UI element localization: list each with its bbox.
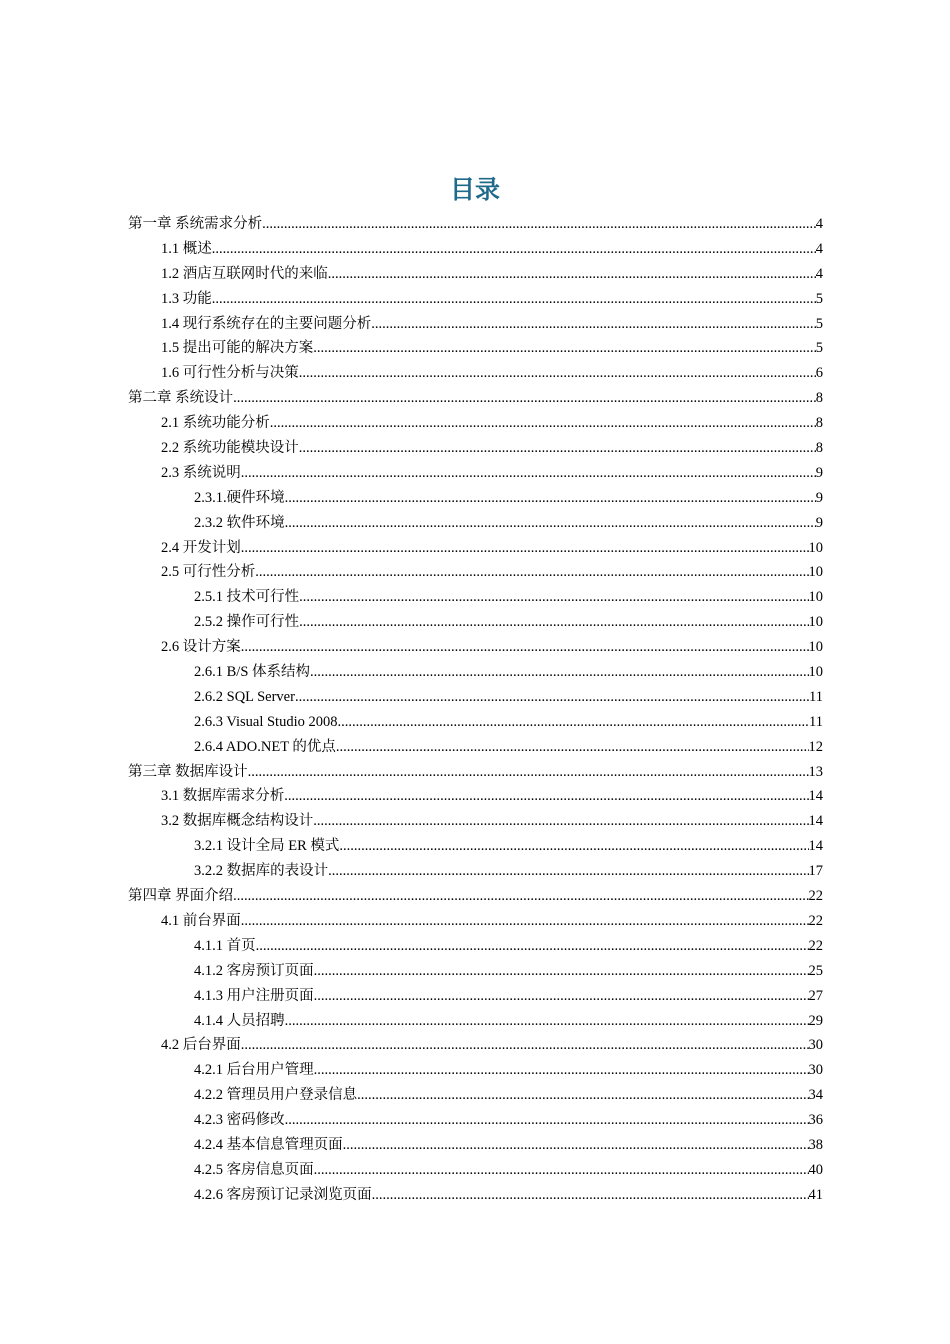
- toc-entry-19[interactable]: [128, 660, 823, 685]
- toc-title: 目录: [449, 175, 500, 204]
- toc-page-number: 40: [808, 1161, 823, 1178]
- toc-dot-leader: [285, 1108, 809, 1133]
- toc-entry-2[interactable]: [128, 237, 823, 262]
- toc-entry-18[interactable]: [128, 635, 823, 660]
- toc-dot-leader: [328, 262, 816, 287]
- toc-dot-leader: [328, 859, 808, 884]
- toc-entry-label: 4.2.3 密码修改: [194, 1112, 285, 1129]
- toc-entry-label: 4.1.4 人员招聘: [194, 1012, 285, 1029]
- toc-entry-21[interactable]: [128, 710, 823, 735]
- toc-entry-28[interactable]: [128, 884, 823, 909]
- table-of-contents: [128, 212, 823, 1208]
- toc-entry-label: 1.2 酒店互联网时代的来临: [161, 265, 328, 282]
- toc-entry-label: 4.2.1 后台用户管理: [194, 1062, 314, 1079]
- toc-page-number: 12: [808, 738, 823, 755]
- toc-entry-label: 2.5 可行性分析: [161, 564, 256, 581]
- toc-entry-label: 4.1.3 用户注册页面: [194, 987, 314, 1004]
- toc-page-number: 4: [815, 240, 823, 257]
- toc-entry-label: 2.5.1 技术可行性: [194, 589, 300, 606]
- toc-dot-leader: [284, 784, 808, 809]
- toc-entry-14[interactable]: [128, 536, 823, 561]
- toc-entry-label: 2.3.2 软件环境: [194, 514, 285, 531]
- toc-page-number: 9: [815, 514, 823, 531]
- toc-dot-leader: [212, 287, 816, 312]
- toc-entry-6[interactable]: [128, 336, 823, 361]
- toc-page-number: 25: [808, 962, 823, 979]
- toc-dot-leader: [241, 536, 809, 561]
- toc-dot-leader: [255, 560, 808, 585]
- toc-entry-label: 1.5 提出可能的解决方案: [161, 340, 314, 357]
- toc-dot-leader: [233, 884, 808, 909]
- toc-entry-label: 2.6.4 ADO.NET 的优点: [194, 738, 336, 755]
- toc-dot-leader: [285, 486, 816, 511]
- toc-entry-label: 4.2.2 管理员用户登录信息: [194, 1087, 358, 1104]
- toc-page-number: 27: [808, 987, 823, 1004]
- toc-dot-leader: [343, 1133, 809, 1158]
- toc-entry-label: 4.2 后台界面: [161, 1037, 241, 1054]
- toc-page-number: 11: [809, 713, 823, 730]
- toc-entry-27[interactable]: [128, 859, 823, 884]
- toc-entry-36[interactable]: [128, 1083, 823, 1108]
- toc-dot-leader: [233, 386, 816, 411]
- toc-entry-37[interactable]: [128, 1108, 823, 1133]
- toc-dot-leader: [285, 1009, 809, 1034]
- toc-dot-leader: [314, 959, 809, 984]
- toc-entry-10[interactable]: [128, 436, 823, 461]
- toc-page-number: 5: [815, 315, 823, 332]
- toc-entry-31[interactable]: [128, 959, 823, 984]
- toc-entry-label: 第一章 系统需求分析: [128, 216, 263, 232]
- toc-page-number: 4: [815, 216, 823, 232]
- toc-entry-26[interactable]: [128, 834, 823, 859]
- toc-page-number: 22: [808, 937, 823, 954]
- toc-dot-leader: [241, 635, 809, 660]
- toc-entry-39[interactable]: [128, 1158, 823, 1183]
- toc-dot-leader: [313, 809, 808, 834]
- toc-page-number: 10: [808, 614, 823, 631]
- toc-page-number: 9: [815, 489, 823, 506]
- toc-entry-23[interactable]: [128, 760, 823, 785]
- toc-page-number: 9: [815, 464, 823, 481]
- toc-page-number: 10: [808, 664, 823, 681]
- toc-entry-label: 2.2 系统功能模块设计: [161, 440, 299, 457]
- toc-page-number: 4: [815, 265, 823, 282]
- toc-entry-24[interactable]: [128, 784, 823, 809]
- toc-dot-leader: [337, 710, 809, 735]
- toc-page-number: 8: [815, 440, 823, 457]
- toc-entry-1[interactable]: [128, 212, 823, 237]
- toc-dot-leader: [212, 237, 816, 262]
- toc-entry-30[interactable]: [128, 934, 823, 959]
- toc-entry-label: 3.2 数据库概念结构设计: [161, 813, 314, 830]
- toc-page-number: 34: [808, 1087, 823, 1104]
- toc-page-number: 36: [808, 1112, 823, 1129]
- toc-entry-label: 2.6 设计方案: [161, 639, 241, 656]
- toc-dot-leader: [314, 1158, 809, 1183]
- toc-page-number: 6: [815, 365, 823, 382]
- toc-entry-label: 2.6.3 Visual Studio 2008: [194, 713, 338, 730]
- toc-entry-17[interactable]: [128, 610, 823, 635]
- toc-entry-32[interactable]: [128, 984, 823, 1009]
- toc-entry-label: 3.2.1 设计全局 ER 模式: [194, 838, 340, 855]
- toc-page-number: 14: [808, 838, 823, 855]
- toc-dot-leader: [336, 735, 809, 760]
- toc-entry-22[interactable]: [128, 735, 823, 760]
- toc-entry-label: 第三章 数据库设计: [128, 763, 248, 780]
- toc-dot-leader: [314, 984, 809, 1009]
- toc-entry-label: 2.6.2 SQL Server: [194, 688, 295, 705]
- toc-entry-35[interactable]: [128, 1058, 823, 1083]
- toc-page-number: 8: [815, 415, 823, 432]
- toc-entry-label: 2.3.1.硬件环境: [194, 489, 285, 506]
- toc-entry-5[interactable]: [128, 312, 823, 337]
- toc-page-number: 10: [808, 589, 823, 606]
- toc-entry-34[interactable]: [128, 1033, 823, 1058]
- toc-page-number: 13: [808, 763, 823, 780]
- toc-dot-leader: [262, 212, 816, 237]
- toc-page-number: 14: [808, 813, 823, 830]
- toc-entry-8[interactable]: [128, 386, 823, 411]
- toc-entry-label: 3.1 数据库需求分析: [161, 788, 285, 805]
- toc-page-number: 38: [808, 1136, 823, 1153]
- toc-entry-16[interactable]: [128, 585, 823, 610]
- toc-entry-label: 4.2.6 客房预订记录浏览页面: [194, 1186, 372, 1203]
- toc-entry-label: 2.4 开发计划: [161, 539, 241, 556]
- toc-dot-leader: [270, 411, 816, 436]
- toc-entry-label: 2.5.2 操作可行性: [194, 614, 300, 631]
- toc-entry-label: 第二章 系统设计: [128, 390, 234, 407]
- toc-dot-leader: [285, 511, 816, 536]
- toc-entry-9[interactable]: [128, 411, 823, 436]
- toc-page-number: 22: [808, 912, 823, 929]
- toc-page-number: 8: [815, 390, 823, 407]
- toc-page-number: 10: [808, 639, 823, 656]
- toc-entry-label: 2.1 系统功能分析: [161, 415, 270, 432]
- toc-page-number: 17: [808, 863, 823, 880]
- toc-dot-leader: [339, 834, 808, 859]
- toc-page-number: 10: [808, 564, 823, 581]
- toc-entry-29[interactable]: [128, 909, 823, 934]
- toc-entry-40[interactable]: [128, 1183, 823, 1208]
- toc-entry-label: 1.4 现行系统存在的主要问题分析: [161, 315, 372, 332]
- toc-entry-33[interactable]: [128, 1009, 823, 1034]
- toc-entry-label: 3.2.2 数据库的表设计: [194, 863, 329, 880]
- toc-dot-leader: [314, 1058, 809, 1083]
- toc-entry-label: 1.1 概述: [161, 240, 212, 257]
- toc-page-number: 30: [808, 1037, 823, 1054]
- toc-entry-label: 2.6.1 B/S 体系结构: [194, 664, 311, 681]
- toc-dot-leader: [372, 1183, 809, 1208]
- toc-entry-25[interactable]: [128, 809, 823, 834]
- toc-page-number: 5: [815, 290, 823, 307]
- toc-entry-20[interactable]: [128, 685, 823, 710]
- toc-dot-leader: [241, 461, 816, 486]
- toc-entry-38[interactable]: [128, 1133, 823, 1158]
- toc-entry-7[interactable]: [128, 361, 823, 386]
- toc-page-number: 14: [808, 788, 823, 805]
- toc-page-number: 30: [808, 1062, 823, 1079]
- toc-entry-13[interactable]: [128, 511, 823, 536]
- toc-dot-leader: [357, 1083, 808, 1108]
- toc-dot-leader: [313, 336, 816, 361]
- toc-entry-label: 4.1 前台界面: [161, 912, 241, 929]
- toc-entry-label: 第四章 界面介绍: [128, 888, 234, 905]
- toc-entry-label: 1.6 可行性分析与决策: [161, 365, 299, 382]
- toc-entry-4[interactable]: [128, 287, 823, 312]
- toc-dot-leader: [310, 660, 808, 685]
- toc-page-number: 5: [815, 340, 823, 357]
- toc-dot-leader: [299, 585, 808, 610]
- toc-page-number: 22: [808, 888, 823, 905]
- toc-entry-label: 4.2.4 基本信息管理页面: [194, 1136, 343, 1153]
- toc-entry-label: 1.3 功能: [161, 290, 212, 307]
- toc-dot-leader: [256, 934, 809, 959]
- toc-entry-label: 2.3 系统说明: [161, 464, 241, 481]
- toc-dot-leader: [299, 361, 816, 386]
- toc-entry-label: 4.1.2 客房预订页面: [194, 962, 314, 979]
- toc-dot-leader: [241, 1033, 809, 1058]
- toc-entry-15[interactable]: [128, 560, 823, 585]
- toc-page-number: 11: [809, 688, 823, 705]
- toc-dot-leader: [248, 760, 809, 785]
- toc-page-number: 10: [808, 539, 823, 556]
- toc-dot-leader: [371, 312, 816, 337]
- toc-entry-11[interactable]: [128, 461, 823, 486]
- toc-entry-label: 4.1.1 首页: [194, 937, 256, 954]
- toc-dot-leader: [299, 610, 808, 635]
- toc-page-number: 41: [808, 1186, 823, 1203]
- toc-dot-leader: [295, 685, 809, 710]
- toc-dot-leader: [241, 909, 809, 934]
- toc-entry-label: 4.2.5 客房信息页面: [194, 1161, 314, 1178]
- toc-entry-12[interactable]: [128, 486, 823, 511]
- toc-page-number: 29: [808, 1012, 823, 1029]
- toc-entry-3[interactable]: [128, 262, 823, 287]
- toc-dot-leader: [299, 436, 816, 461]
